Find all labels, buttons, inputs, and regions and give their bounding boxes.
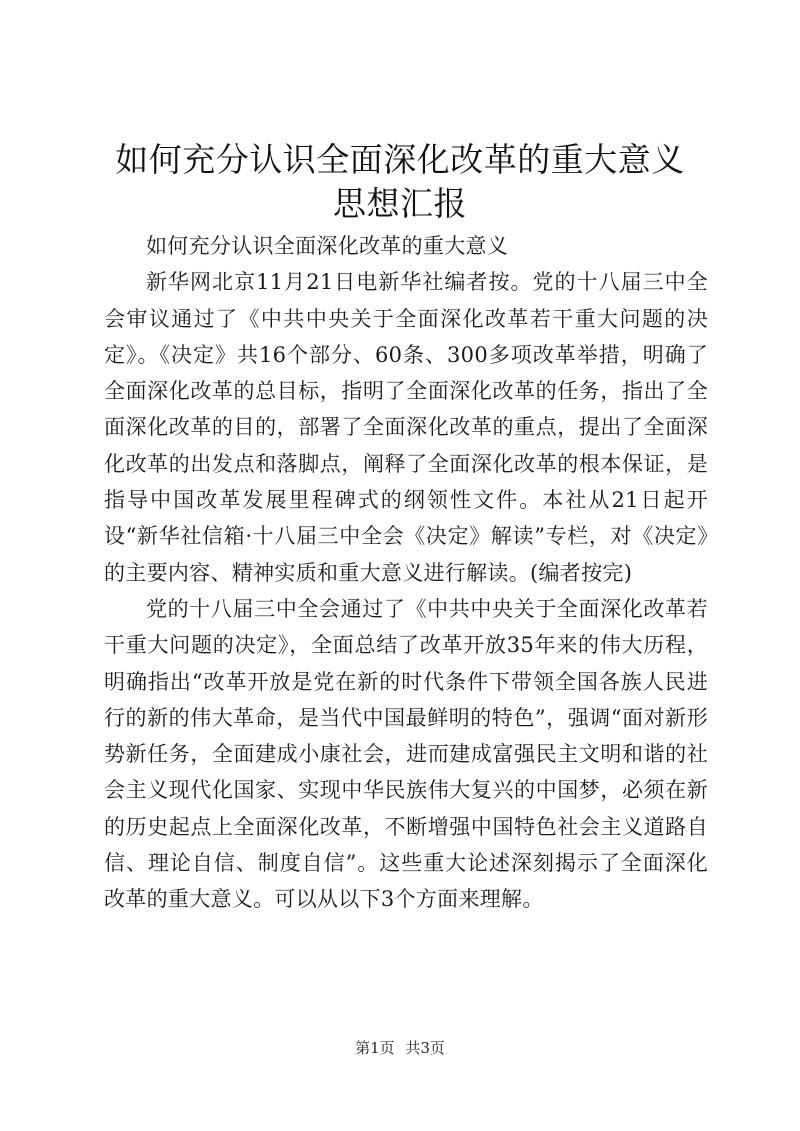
paragraph-main: 党的十八届三中全会通过了《中共中央关于全面深化改革若干重大问题的决定》，全面总结了改革开放35年来的伟大历程，明确指出“改革开放是党在新的时代条件下带领全国各族人民进行的新的伟大革命，是当代中国最鲜明的特色”，强调“面对新形势新任务，全面建成小康社会，进而建成富强民主文明和谐的社会主义现代化国家、实现中华民族伟大复兴的中国梦，必须在新的历史起点上全面深化改革，不断增强中国特色社会主义道路自信、理论自信、制度自信”。这些重大论述深刻揭示了全面深化改革的重大意义。可以从以下3个方面来理解。 <box>104 596 708 912</box>
document-body <box>104 228 708 918</box>
paragraph-editor-note: 新华网北京11月21日电新华社编者按。党的十八届三中全会审议通过了《中共中央关于全面深化改革若干重大问题的决定》。《决定》共16个部分、60条、300多项改革举措，明确了全面深化改革的总目标，指明了全面深化改革的任务，指出了全面深化改革的目的，部署了全面深化改革的重点，提出了全面深化改革的出发点和落脚点，阐释了全面深化改革的根本保证，是指导中国改革发展里程碑式的纲领性文件。本社从21日起开设“新华社信箱·十八届三中全会《决定》解读”专栏，对《决定》的主要内容、精神实质和重大意义进行解读。(编者按完) <box>104 270 708 585</box>
page-footer <box>0 1038 800 1058</box>
paragraph-subtitle: 如何充分认识全面深化改革的重大意义 <box>146 234 509 258</box>
page-number: 第1页 <box>355 1039 395 1057</box>
document-title: 如何充分认识全面深化改革的重大意义思想汇报 <box>115 140 685 223</box>
page-total: 共3页 <box>405 1039 445 1057</box>
